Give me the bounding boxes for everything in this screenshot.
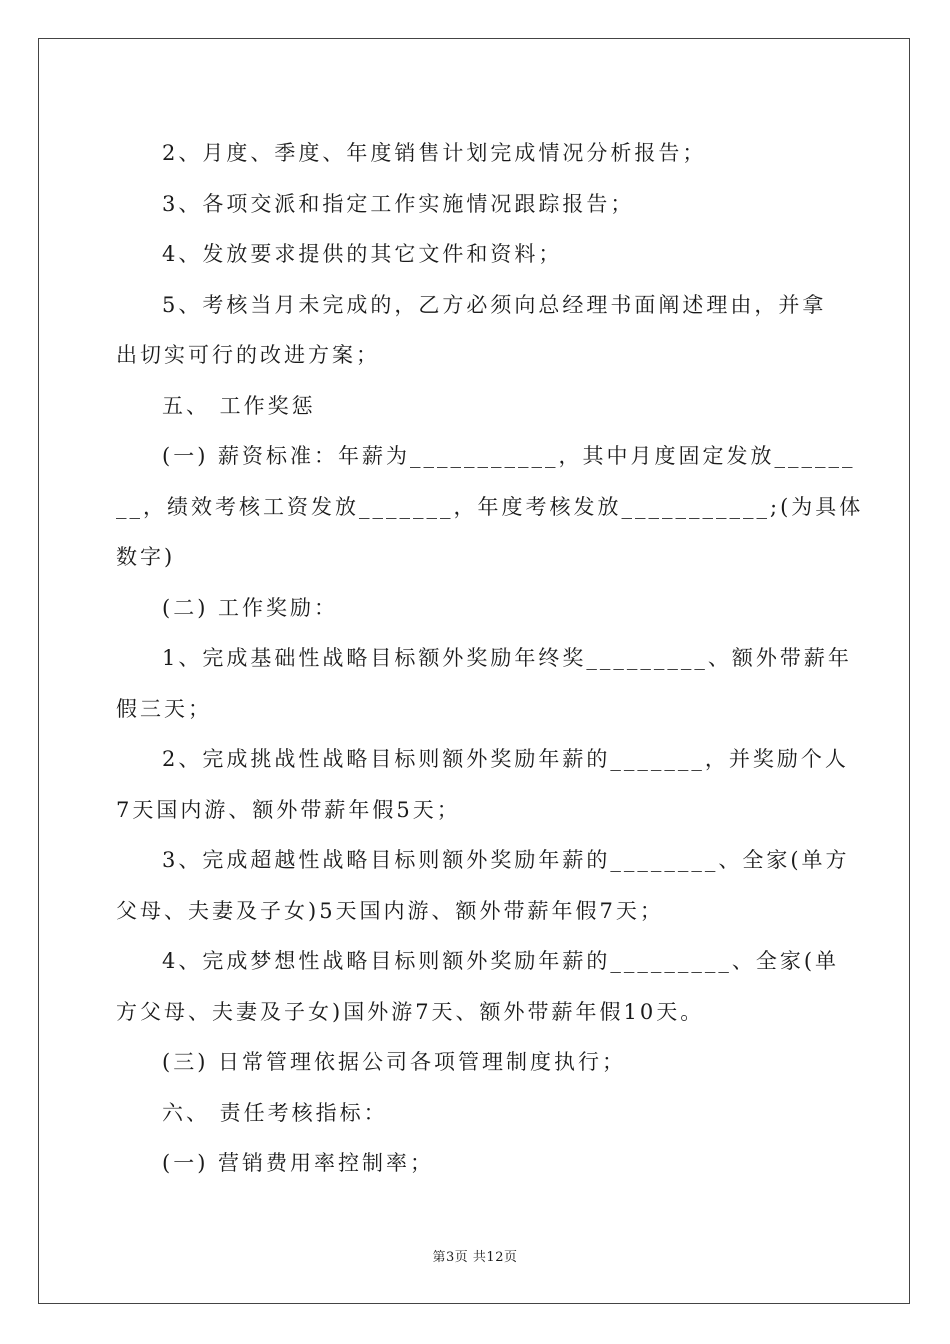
text-line: __，绩效考核工资发放_______，年度考核发放___________;(为具体: [116, 494, 864, 519]
text-line: 父母、夫妻及子女)5天国内游、额外带薪年假7天；: [116, 898, 664, 923]
section-heading: 五、 工作奖惩: [162, 393, 316, 418]
text-line: (三) 日常管理依据公司各项管理制度执行；: [162, 1050, 627, 1074]
text-line: 2、完成挑战性战略目标则额外奖励年薪的_______，并奖励个人: [162, 747, 849, 771]
text-line: 7天国内游、额外带薪年假5天；: [116, 797, 461, 822]
text-line: 3、完成超越性战略目标则额外奖励年薪的________、全家(单方: [162, 848, 850, 872]
page-footer: 第3页 共12页: [432, 1250, 518, 1265]
text-line: (一) 营销费用率控制率；: [162, 1151, 435, 1175]
text-line: 假三天；: [116, 696, 212, 721]
text-line: 2、月度、季度、年度销售计划完成情况分析报告；: [162, 141, 707, 165]
text-line: 4、发放要求提供的其它文件和资料；: [162, 242, 563, 266]
section-heading: 六、 责任考核指标：: [162, 1100, 388, 1125]
text-line: 5、考核当月未完成的，乙方必须向总经理书面阐述理由，并拿: [162, 292, 827, 317]
document-body: [116, 128, 864, 1189]
text-line: 3、各项交派和指定工作实施情况跟踪报告；: [162, 191, 635, 216]
text-line: 出切实可行的改进方案；: [116, 343, 380, 367]
text-line: 方父母、夫妻及子女)国外游7天、额外带薪年假10天。: [116, 999, 705, 1024]
subsection-heading: (二) 工作奖励：: [162, 595, 339, 620]
text-line: 4、完成梦想性战略目标则额外奖励年薪的_________、全家(单: [162, 949, 840, 973]
text-line: 1、完成基础性战略目标额外奖励年终奖_________、额外带薪年: [162, 646, 852, 670]
text-line: 数字): [116, 545, 176, 569]
text-line: (一) 薪资标准：年薪为___________，其中月度固定发放______: [162, 444, 856, 468]
